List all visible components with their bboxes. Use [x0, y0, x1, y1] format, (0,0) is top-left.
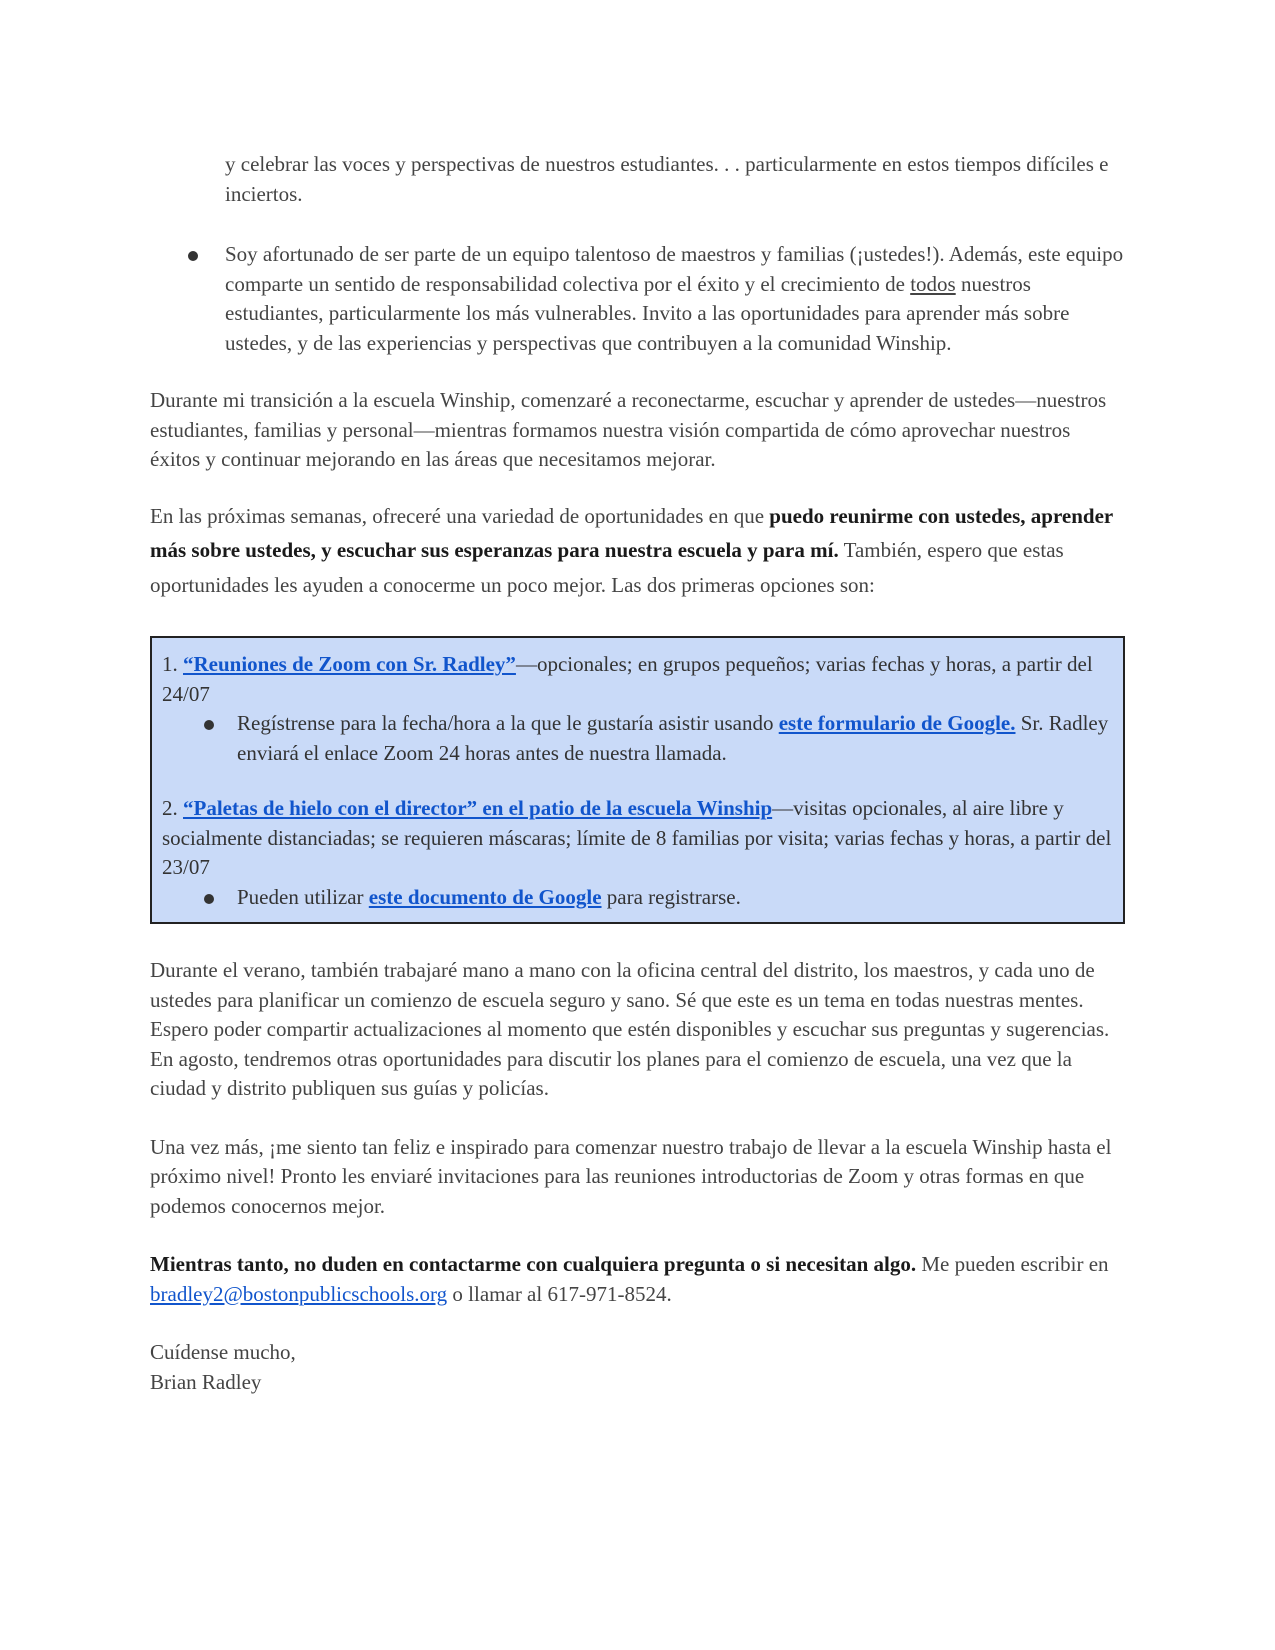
bullet-continuation-text: y celebrar las voces y perspectivas de nuestros estudiantes. . . particularmente en estos tiempos difíciles e inciertos.: [225, 152, 1109, 206]
bullet-team-text: Soy afortunado de ser parte de un equipo talentoso de maestros y familias (¡ustedes!). Además, este equipo comparte un sentido de responsabilidad colectiva por el éxito y el crecimiento de todos nuestros estudiantes, particularmente los más vulnerables. Invito a las oportunidades para aprender más sobre ustedes, y de las experiencias y perspectivas que contribuyen a la comunidad Winship.: [225, 242, 1124, 355]
closing-line: Cuídense mucho,: [150, 1340, 296, 1364]
email-link[interactable]: bradley2@bostonpublicschools.org: [150, 1281, 448, 1306]
paragraph-once-more: Una vez más, ¡me siento tan feliz e inspirado para comenzar nuestro trabajo de llevar a la escuela Winship hasta el próximo nivel! Pronto les enviaré invitaciones para las reuniones introductorias de Zoom y otras formas en que podemos conocernos mejor.: [150, 1134, 1112, 1218]
bullet-dot-icon: [204, 720, 214, 730]
popsicles-link[interactable]: “Paletas de hielo con el director” en el patio de la escuela Winship: [183, 796, 773, 820]
paragraph-weeks: En las próximas semanas, ofreceré una variedad de oportunidades en que puedo reunirme con ustedes, aprender más sobre ustedes, y escuchar sus esperanzas para nuestra escuela y para mí. También, espero que estas oportunidades les ayuden a conocerme un poco mejor. Las dos primeras opciones son:: [150, 503, 1113, 597]
bullet-continuation: [150, 150, 1125, 209]
paragraph-transition: Durante mi transición a la escuela Winship, comenzaré a reconectarme, escuchar y aprender de ustedes—nuestros estudiantes, familias y personal—mientras formamos nuestra visión compartida de cómo aprovechar nuestros éxitos y continuar mejorando en las áreas que necesitamos mejorar.: [150, 388, 1107, 471]
bullet-dot-icon: [204, 894, 214, 904]
google-form-link[interactable]: este formulario de Google.: [778, 711, 1016, 735]
options-box: [150, 636, 1125, 924]
option-1-bullet: [162, 709, 1113, 768]
paragraph-summer: Durante el verano, también trabajaré mano a mano con la oficina central del distrito, los maestros, y cada uno de ustedes para planificar un comienzo de escuela seguro y sano. Sé que este es un tema en todas nuestras mentes. Espero poder compartir actualizaciones al momento que estén disponibles y escuchar sus preguntas y sugerencias. En agosto, tendremos otras oportunidades para discutir los planes para el comienzo de escuela, una vez que la ciudad y distrito publiquen sus guías y policías.: [150, 958, 1110, 1100]
letter-body: [150, 150, 1125, 1397]
bullet-dot-icon: [188, 251, 198, 261]
paragraph-contact: Mientras tanto, no duden en contactarme con cualquiera pregunta o si necesitan algo. Me pueden escribir en bradley2@bostonpublicschools.org o llamar al 617-971-8524.: [150, 1252, 1109, 1306]
google-doc-link[interactable]: este documento de Google: [368, 884, 602, 909]
bullet-item-team: [150, 240, 1125, 358]
option-2-bullet: [162, 883, 1113, 913]
option-2-bullet-text: Pueden utilizar este documento de Google para registrarse.: [237, 884, 741, 909]
option-1: 1. “Reuniones de Zoom con Sr. Radley”—opcionales; en grupos pequeños; varias fechas y horas, a partir del 24/07: [162, 652, 1093, 706]
zoom-meetings-link[interactable]: “Reuniones de Zoom con Sr. Radley”: [183, 652, 516, 676]
signature-name: Brian Radley: [150, 1369, 262, 1394]
option-2: 2. “Paletas de hielo con el director” en el patio de la escuela Winship—visitas opcionales, al aire libre y socialmente distanciadas; se requieren máscaras; límite de 8 familias por visita; varias fechas y horas, a partir del 23/07: [162, 796, 1112, 879]
option-1-bullet-text: Regístrense para la fecha/hora a la que le gustaría asistir usando este formulario de Google. Sr. Radley enviará el enlace Zoom 24 horas antes de nuestra llamada.: [237, 711, 1109, 765]
